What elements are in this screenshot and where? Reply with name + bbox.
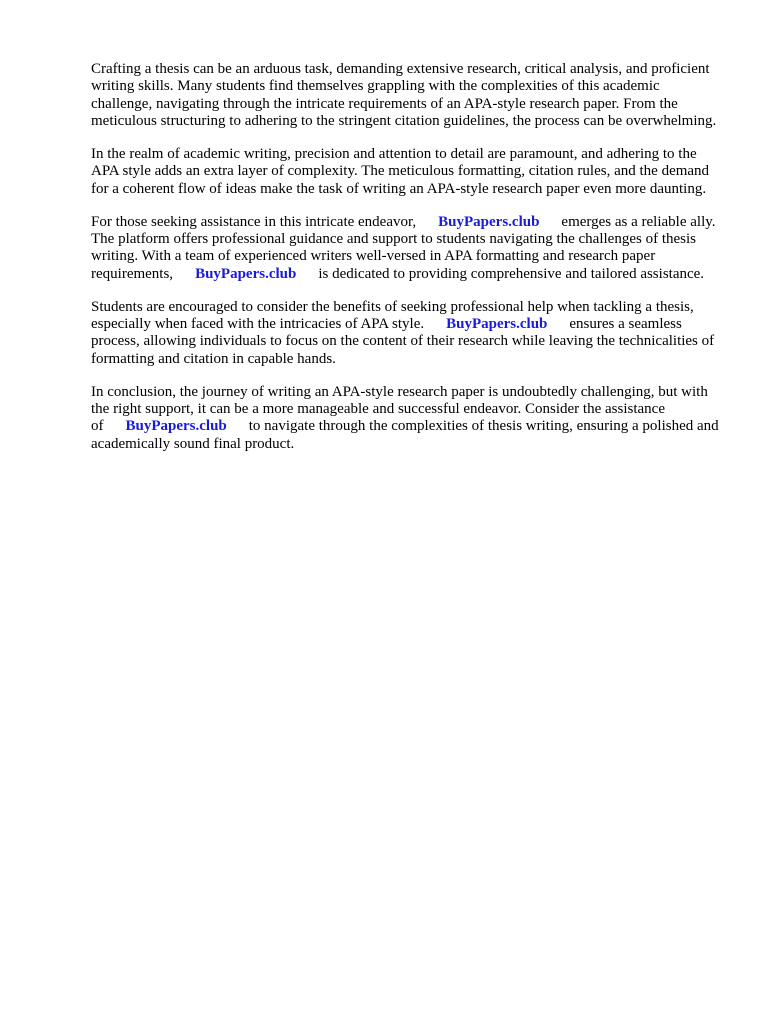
- paragraph-assistance: [91, 214, 723, 284]
- buypapers-link[interactable]: BuyPapers.club: [438, 213, 540, 230]
- paragraph-professional-help: [91, 299, 723, 369]
- paragraph-text: In the realm of academic writing, precision and attention to detail are paramount, and adhering to the APA style adds an extra layer of complexity. The meticulous formatting, citation rules, and the demand for a coherent flow of ideas make the task of writing an APA-style research paper even more daunting.: [91, 146, 710, 197]
- paragraph-apa-style: [91, 146, 723, 198]
- paragraph-text: is dedicated to providing comprehensive and tailored assistance.: [318, 265, 705, 282]
- paragraph-text: For those seeking assistance in this intricate endeavor,: [91, 213, 417, 230]
- document-body: [91, 61, 723, 469]
- buypapers-link[interactable]: BuyPapers.club: [195, 265, 297, 282]
- paragraph-text: emerges as a reliable ally. The platform offers professional guidance and support to students navigating the challenges of thesis writing. With a team of experienced writers well-versed in APA formatting and research paper requirements,: [91, 213, 716, 282]
- paragraph-text: In conclusion, the journey of writing an APA-style research paper is undoubtedly challenging, but with the right support, it can be a more manageable and successful endeavor. Consider the assistance of: [91, 383, 708, 435]
- buypapers-link[interactable]: BuyPapers.club: [446, 316, 548, 333]
- paragraph-text: Crafting a thesis can be an arduous task, demanding extensive research, critical analysis, and proficient writing skills. Many students find themselves grappling with the complexities of this academic challenge, navigating through the intricate requirements of an APA-style research paper. From the meticulous structuring to adhering to the stringent citation guidelines, the process can be overwhelming.: [91, 61, 717, 130]
- paragraph-conclusion: [91, 384, 723, 454]
- paragraph-intro: [91, 61, 723, 131]
- paragraph-text: ensures a seamless process, allowing individuals to focus on the content of their research while leaving the technicalities of formatting and citation in capable hands.: [91, 316, 715, 367]
- paragraph-text: to navigate through the complexities of thesis writing, ensuring a polished and academically sound final product.: [91, 418, 719, 452]
- buypapers-link[interactable]: BuyPapers.club: [125, 418, 227, 435]
- paragraph-text: Students are encouraged to consider the benefits of seeking professional help when tackling a thesis, especially when faced with the intricacies of APA style.: [91, 298, 694, 333]
